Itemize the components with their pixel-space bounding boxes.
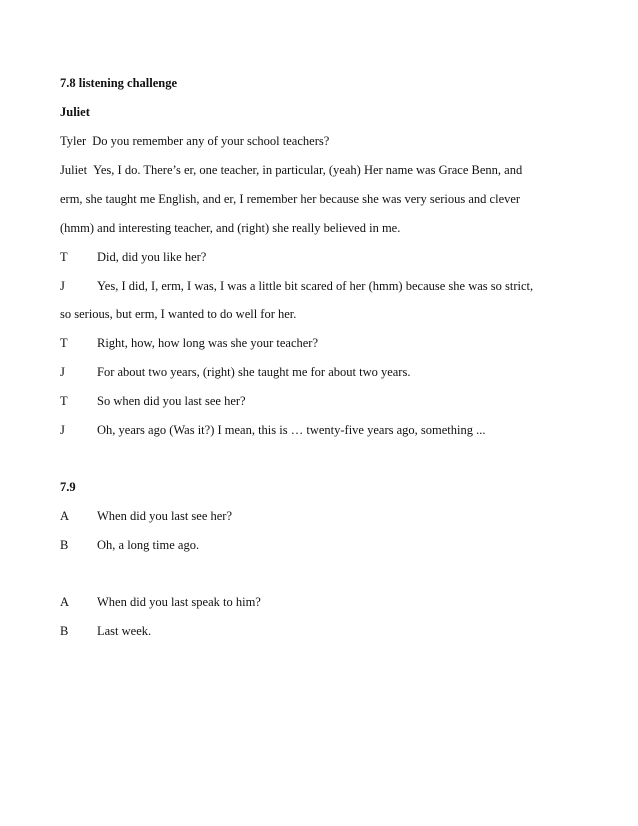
transcript-line-continued: [60, 306, 560, 322]
transcript-line-continued: [60, 191, 560, 207]
transcript-line: [60, 594, 560, 610]
transcript-line: [60, 364, 560, 380]
line-text: So when did you last see her?: [97, 394, 246, 408]
speaker-label: A: [60, 509, 70, 523]
line-text: When did you last see her?: [97, 509, 233, 523]
section-subheading-juliet: Juliet: [60, 105, 90, 119]
speaker-label: J: [60, 423, 65, 437]
line-text: Did, did you like her?: [97, 250, 207, 264]
section-heading-7-8: 7.8 listening challenge: [60, 76, 178, 90]
transcript-line: [60, 278, 560, 294]
speaker-label: B: [60, 538, 69, 552]
transcript-line-continued: [60, 220, 560, 236]
transcript-line: [60, 249, 560, 265]
line-text: (hmm) and interesting teacher, and (right) she really believed in me.: [60, 221, 401, 235]
line-text: Last week.: [97, 624, 152, 638]
speaker-label: J: [60, 365, 65, 379]
transcript-line: [60, 508, 560, 524]
line-text: For about two years, (right) she taught me for about two years.: [97, 365, 411, 379]
speaker-label: Tyler: [60, 134, 87, 148]
line-text: Right, how, how long was she your teacher?: [97, 336, 319, 350]
transcript-line: [60, 623, 560, 639]
line-text: so serious, but erm, I wanted to do well for her.: [60, 307, 297, 321]
speaker-label: J: [60, 279, 65, 293]
transcript-line: [60, 133, 560, 149]
transcript-line: [60, 162, 560, 178]
transcript-line: [60, 393, 560, 409]
transcript-line: [60, 537, 560, 553]
transcript-line: [60, 422, 560, 438]
line-text: Do you remember any of your school teachers?: [92, 134, 330, 148]
speaker-label: Juliet: [60, 163, 88, 177]
section-heading-7-9: 7.9: [60, 480, 76, 494]
line-text: erm, she taught me English, and er, I remember her because she was very serious and clever: [60, 192, 521, 206]
line-text: When did you last speak to him?: [97, 595, 261, 609]
speaker-label: A: [60, 595, 70, 609]
speaker-label: T: [60, 336, 68, 350]
line-text: Oh, years ago (Was it?) I mean, this is … twenty-five years ago, something ...: [97, 423, 486, 437]
transcript-line: [60, 335, 560, 351]
line-text: Oh, a long time ago.: [97, 538, 200, 552]
speaker-label: B: [60, 624, 69, 638]
line-text: Yes, I do. There’s er, one teacher, in particular, (yeah) Her name was Grace Benn, and: [93, 163, 523, 177]
speaker-label: T: [60, 394, 68, 408]
speaker-label: T: [60, 250, 68, 264]
line-text: Yes, I did, I, erm, I was, I was a little bit scared of her (hmm) because she was so strict,: [97, 279, 534, 293]
